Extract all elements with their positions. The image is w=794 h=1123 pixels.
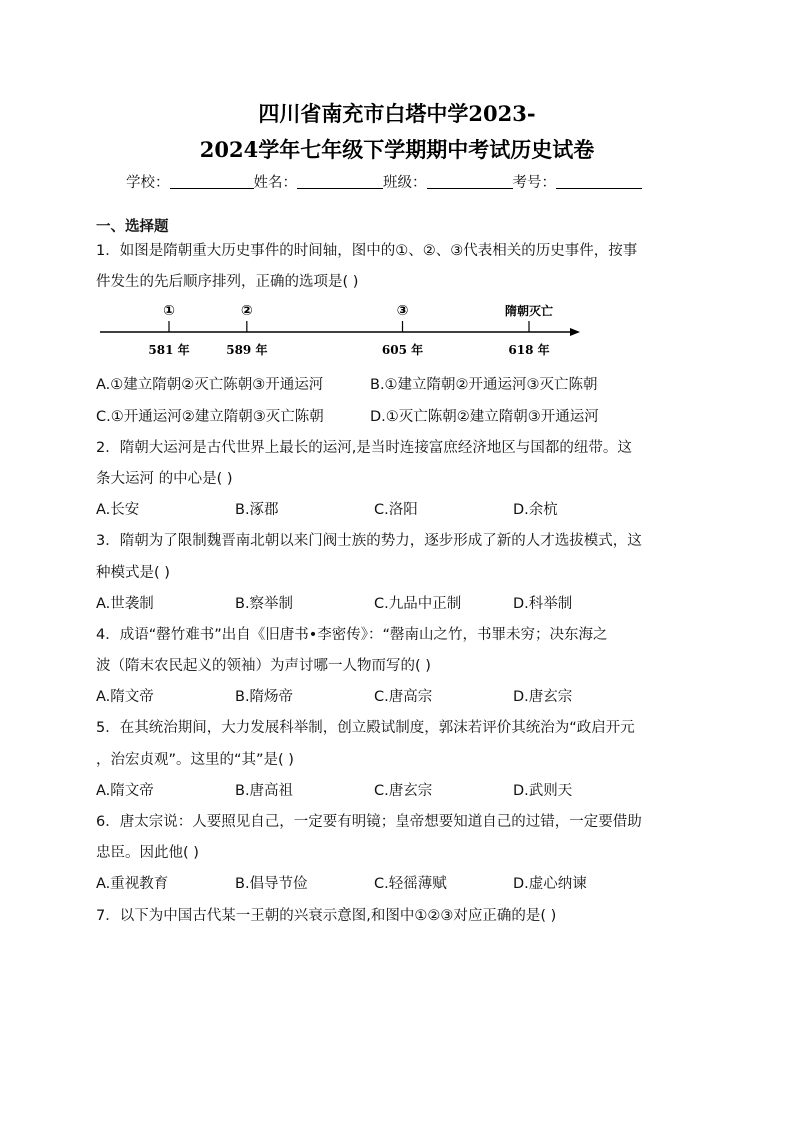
timeline-svg [96,298,700,370]
student-info-row [126,171,686,192]
exam-no-label: 考号： [512,175,556,191]
option-d[interactable]: D.武则天 [513,782,573,799]
option-d[interactable]: D.①灭亡陈朝②建立隋朝③开通运河 [370,408,599,425]
questions [96,236,700,932]
timeline-arrow-icon [570,328,580,336]
question-1 [96,236,700,433]
section-title: 一、选择题 [96,219,169,235]
options-row [96,402,700,433]
class-blank[interactable] [427,173,513,189]
option-a[interactable]: A.长安 [96,502,140,519]
option-b[interactable]: B.唐高祖 [235,782,294,799]
question-stem-line: 1．如图是隋朝重大历史事件的时间轴，图中的①、②、③代表相关的历史事件，按事 [96,243,638,259]
option-c[interactable]: C.唐玄宗 [374,782,433,799]
option-a[interactable]: A.①建立隋朝②灭亡陈朝③开通运河 [96,377,324,394]
question-stem-line: 3．隋朝为了限制魏晋南北朝以来门阀士族的势力，逐步形成了新的人才选拔模式，这 [96,533,642,550]
timeline-figure [96,298,700,370]
exam-title-line2: 2024学年七年级下学期期中考试历史试卷 [199,137,595,162]
option-d[interactable]: D.虚心纳谏 [513,876,587,893]
option-b[interactable]: B.涿郡 [235,502,279,519]
question-stem-line: 6．唐太宗说：人要照见自己，一定要有明镜；皇帝想要知道自己的过错，一定要借助 [96,814,642,830]
timeline-year-label: 589 年 [226,343,268,358]
options-row [96,495,700,526]
options-row [96,370,700,401]
question-2 [96,433,700,527]
question-3 [96,526,700,620]
options-row [96,776,700,807]
timeline-event-label: ① [163,303,175,320]
timeline-year-label: 605 年 [381,343,424,358]
name-label: 姓名： [253,175,297,191]
timeline-year-label: 618 年 [508,343,550,358]
options-row [96,869,700,900]
exam-title-line1: 四川省南充市白塔中学2023- [258,101,536,126]
exam-no-blank[interactable] [556,173,642,189]
option-c[interactable]: C.①开通运河②建立隋朝③灭亡陈朝 [96,408,324,425]
question-stem-line: 5．在其统治期间，大力发展科举制，创立殿试制度，郭沫若评价其统治为“政启开元 [96,720,635,737]
options-row [96,589,700,620]
option-a[interactable]: A.重视教育 [96,876,169,893]
option-b[interactable]: B.①建立隋朝②开通运河③灭亡陈朝 [370,377,598,394]
question-stem-line: 件发生的先后顺序排列，正确的选项是( ) [96,274,359,291]
option-a[interactable]: A.隋文帝 [96,782,154,799]
option-c[interactable]: C.九品中正制 [374,595,462,612]
question-stem-line: 种模式是( ) [96,564,170,581]
name-blank[interactable] [297,173,383,189]
question-stem-line: 忠臣。因此他( ) [96,845,199,862]
question-stem-line: 波（隋末农民起义的领袖）为声讨哪一人物而写的( ) [96,658,431,675]
school-blank[interactable] [170,173,254,189]
timeline-event-label: 隋朝灭亡 [504,304,554,319]
option-b[interactable]: B.察举制 [235,595,294,612]
options-row [96,682,700,713]
question-4 [96,620,700,714]
option-b[interactable]: B.隋炀帝 [235,689,294,706]
class-label: 班级： [383,175,427,191]
question-5 [96,713,700,807]
option-b[interactable]: B.倡导节俭 [235,876,308,893]
option-a[interactable]: A.世袭制 [96,595,154,612]
option-d[interactable]: D.科举制 [513,595,573,612]
question-stem-line: 2．隋朝大运河是古代世界上最长的运河,是当时连接富庶经济地区与国都的纽带。这 [96,439,632,456]
option-c[interactable]: C.洛阳 [374,502,418,519]
school-label: 学校： [126,175,170,191]
question-stem-line: 4．成语“罄竹难书”出自《旧唐书•李密传》：“罄南山之竹，书罪未穷；决东海之 [96,626,608,643]
option-a[interactable]: A.隋文帝 [96,689,154,706]
option-c[interactable]: C.唐高宗 [374,689,433,706]
timeline-event-label: ② [240,303,253,320]
option-d[interactable]: D.唐玄宗 [513,689,573,706]
question-stem-line: 条大运河 的中心是( ) [96,470,233,487]
option-c[interactable]: C.轻徭薄赋 [374,876,447,893]
timeline-event-label: ③ [396,303,409,320]
question-7 [96,901,700,932]
option-d[interactable]: D.余杭 [513,502,558,519]
question-6 [96,807,700,901]
question-stem-line: ，治宏贞观”。这里的“其”是( ) [96,751,294,768]
timeline-year-label: 581 年 [148,343,190,358]
question-stem-line: 7．以下为中国古代某一王朝的兴衰示意图,和图中①②③对应正确的是( ) [96,907,557,924]
